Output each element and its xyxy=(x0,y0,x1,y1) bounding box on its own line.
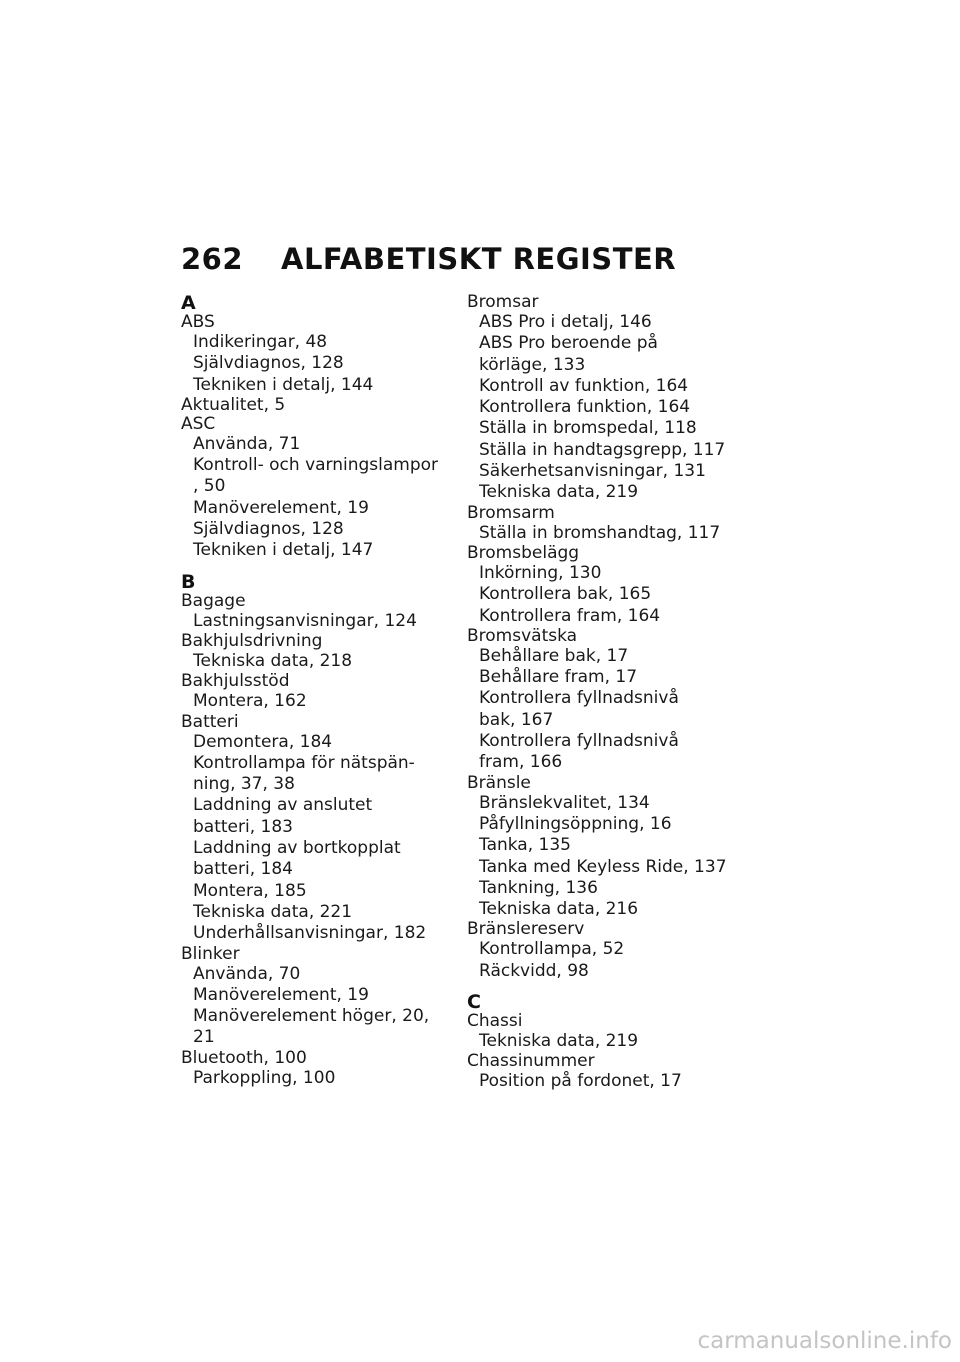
index-subentry: Kontrollera bak, 165 xyxy=(479,584,652,605)
index-subentry: Använda, 71 xyxy=(193,433,301,454)
index-subentry: Självdiagnos, 128 xyxy=(193,353,344,374)
index-term: Bromsbelägg xyxy=(467,542,580,563)
index-subentry: Kontrollampa, 52 xyxy=(479,939,625,960)
index-term: ABS xyxy=(181,312,215,332)
index-term: Bakhjulsstöd xyxy=(181,671,290,692)
index-subentry: Laddning av bortkopplat batteri, 184 xyxy=(193,838,401,880)
index-subentry: Ställa in bromshandtag, 117 xyxy=(479,522,721,543)
index-term: Bromsar xyxy=(467,292,539,312)
index-term: Blinker xyxy=(181,943,240,964)
index-subentry: Använda, 70 xyxy=(193,963,301,984)
index-entry xyxy=(467,1012,747,1052)
index-entry xyxy=(181,313,461,396)
index-subentry: Säkerhetsanvisningar, 131 xyxy=(479,461,706,482)
index-subentry: Parkoppling, 100 xyxy=(193,1067,336,1088)
index-subentry: Manöverelement höger, 20, 21 xyxy=(193,1006,430,1048)
index-entry xyxy=(181,1049,461,1089)
index-subentry: Manöverelement, 19 xyxy=(193,984,369,1005)
index-subentry: Montera, 162 xyxy=(193,691,307,712)
index-term: Bromsarm xyxy=(467,502,555,523)
index-subentry: Tekniken i detalj, 144 xyxy=(193,374,374,395)
index-subentry: Räckvidd, 98 xyxy=(479,960,589,981)
index-subentry: ABS Pro beroende på körläge, 133 xyxy=(479,333,658,375)
index-entry xyxy=(181,592,461,632)
index-subentry: Manöverelement, 19 xyxy=(193,497,369,518)
index-subentry: Kontrollera fyllnadsnivå fram, 166 xyxy=(479,731,679,773)
index-subentry: Kontrollera fyllnadsnivå bak, 167 xyxy=(479,688,679,730)
index-entry xyxy=(467,774,747,921)
index-subentry: Tekniken i detalj, 147 xyxy=(193,540,374,561)
index-entry xyxy=(181,672,461,712)
index-subentry: Tanka, 135 xyxy=(479,835,571,856)
index-column-left xyxy=(181,293,461,1089)
index-subentry: Påfyllningsöppning, 16 xyxy=(479,813,672,834)
index-subentry: Underhållsanvisningar, 182 xyxy=(193,923,427,944)
index-letter-heading: C xyxy=(467,991,481,1014)
index-subentry: Kontroll- och varningslampor , 50 xyxy=(193,455,439,497)
index-subentry: Ställa in handtagsgrepp, 117 xyxy=(479,439,726,460)
index-term: Aktualitet, 5 xyxy=(181,394,286,415)
index-subentry: Tankning, 136 xyxy=(479,877,598,898)
index-letter-heading: B xyxy=(181,570,196,593)
index-subentry: Kontrollera fram, 164 xyxy=(479,605,661,626)
index-entry xyxy=(467,920,747,982)
index-subentry: Laddning av anslutet batteri, 183 xyxy=(193,795,373,837)
index-entry xyxy=(181,396,461,415)
index-subentry: Kontrollera funktion, 164 xyxy=(479,397,691,418)
index-subentry: Tekniska data, 219 xyxy=(479,482,639,503)
index-entry xyxy=(181,632,461,672)
index-term: Bromsvätska xyxy=(467,625,578,646)
watermark-text[interactable]: carmanualsonline.info xyxy=(697,1328,952,1354)
index-entry xyxy=(467,1052,747,1092)
index-term: Bränslereserv xyxy=(467,919,585,940)
index-subentry: ABS Pro i detalj, 146 xyxy=(479,312,652,332)
index-subentry: Tekniska data, 219 xyxy=(479,1031,639,1052)
index-subentry: Bränslekvalitet, 134 xyxy=(479,792,650,813)
page-number: 262 xyxy=(181,242,244,276)
index-subentry: Lastningsanvisningar, 124 xyxy=(193,610,417,631)
index-subentry: Behållare bak, 17 xyxy=(479,645,629,666)
index-term: Chassinummer xyxy=(467,1051,595,1072)
index-term: Bränsle xyxy=(467,772,531,793)
index-subentry: Behållare fram, 17 xyxy=(479,667,638,688)
index-entry xyxy=(181,415,461,562)
index-subentry: Tekniska data, 218 xyxy=(193,650,353,671)
index-entry xyxy=(181,945,461,1049)
page-header xyxy=(181,242,676,276)
index-letter-heading: A xyxy=(181,292,196,314)
index-subentry: Indikeringar, 48 xyxy=(193,332,328,352)
index-column-right xyxy=(467,293,747,1093)
index-entry xyxy=(467,504,747,544)
index-term: Bakhjulsdrivning xyxy=(181,630,323,651)
index-subentry: Tekniska data, 216 xyxy=(479,899,639,920)
index-subentry: Tekniska data, 221 xyxy=(193,901,353,922)
index-term: Batteri xyxy=(181,711,239,732)
index-subentry: Demontera, 184 xyxy=(193,731,333,752)
index-entry xyxy=(467,293,747,504)
page-title: ALFABETISKT REGISTER xyxy=(281,242,677,276)
index-subentry: Montera, 185 xyxy=(193,880,307,901)
index-subentry: Position på fordonet, 17 xyxy=(479,1071,682,1092)
index-subentry: Ställa in bromspedal, 118 xyxy=(479,418,697,439)
index-entry xyxy=(467,627,747,774)
index-subentry: Inkörning, 130 xyxy=(479,562,602,583)
index-subentry: Kontroll av funktion, 164 xyxy=(479,375,689,396)
index-term: Chassi xyxy=(467,1011,523,1032)
index-term: Bluetooth, 100 xyxy=(181,1047,307,1068)
index-entry xyxy=(181,713,461,945)
index-term: Bagage xyxy=(181,590,246,611)
index-subentry: Kontrollampa för nätspän- ning, 37, 38 xyxy=(193,752,415,795)
index-term: ASC xyxy=(181,413,216,434)
index-subentry: Tanka med Keyless Ride, 137 xyxy=(479,856,727,877)
index-subentry: Självdiagnos, 128 xyxy=(193,519,344,540)
index-entry xyxy=(467,544,747,627)
